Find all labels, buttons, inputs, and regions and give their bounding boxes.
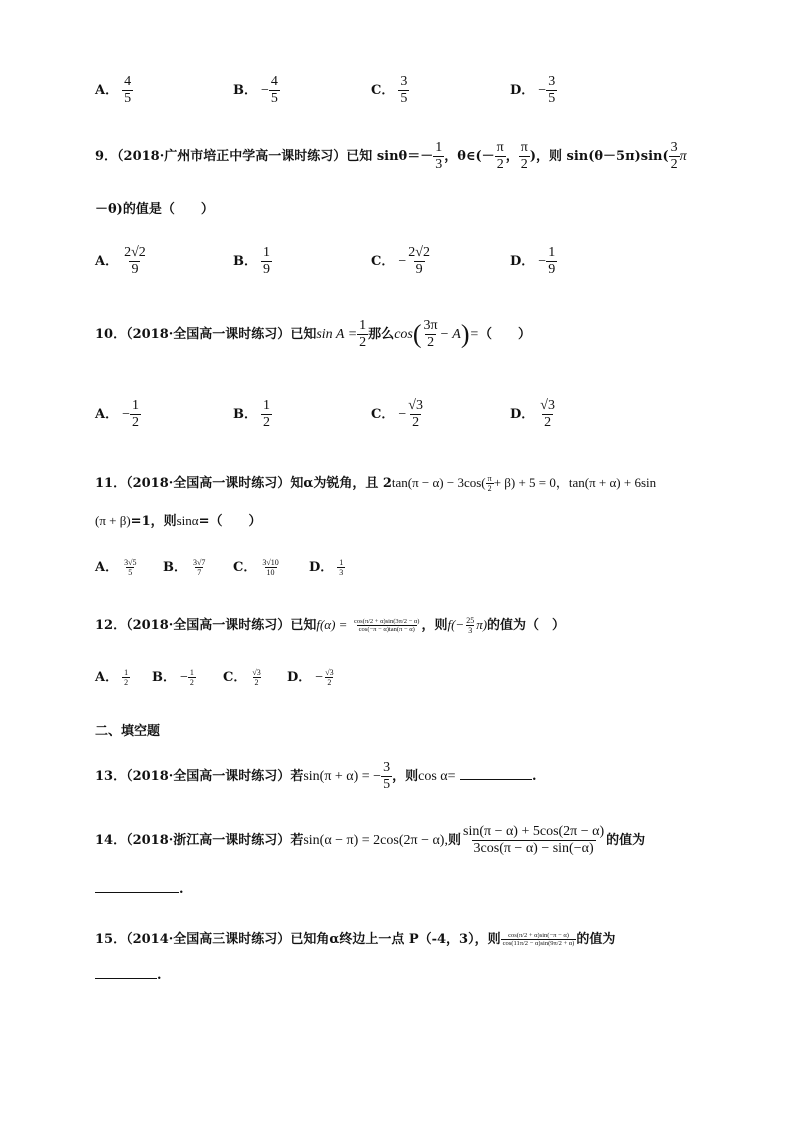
q12-option-c[interactable]: C． $\frac{√3}{2}$ <box>223 667 261 687</box>
q10-option-b[interactable]: B． $\frac{1}{2}$ <box>233 398 270 431</box>
q10-option-d[interactable]: D． $\frac{√3}{2}$ <box>510 398 555 431</box>
q10-option-a[interactable]: A． − $\frac{1}{2}$ <box>95 398 139 431</box>
q14-answer-blank[interactable] <box>95 892 179 893</box>
section-heading-fill-in: 二、填空题 <box>95 724 161 739</box>
q9-option-b[interactable]: B． $\frac{1}{9}$ <box>233 245 270 278</box>
q15-answer-blank[interactable] <box>95 978 157 979</box>
q10-stem: 10．（2018·全国高一课时练习）已知sin A = $\frac{1}{2}$ 那么cos( $\frac{3\pi}{2}$ − A)=（ ） <box>95 318 531 351</box>
q15-stem: 15．（2014·全国高三课时练习）已知角α终边上一点 P（-4，3），则 $\frac{\cos(\pi/2 + \alpha)\sin(-\pi - \alpha)}{\cos(11\pi/2 - \alpha)\sin(9\pi/2 + \alpha)}$ 的值为 <box>95 931 616 947</box>
q11-option-d[interactable]: D． $\frac{1}{3}$ <box>309 557 344 577</box>
q9-option-c[interactable]: C． − $\frac{2√2}{9}$ <box>371 245 430 278</box>
q12-stem: 12．（2018·全国高一课时练习）已知f(α) = $\frac{\cos(\pi/2 + \alpha)\sin(3\pi/2 - \alpha)}{\cos(-\pi - \alpha)\tan(\pi - \alpha)}$ ，则f(− $\frac{25}{3}$ π)的值为（ ） <box>95 615 566 635</box>
q8-option-b[interactable]: B． − $\frac{4}{5}$ <box>233 74 278 107</box>
q8-option-c[interactable]: C． $\frac{3}{5}$ <box>371 74 408 107</box>
q12-option-d[interactable]: D． − $\frac{√3}{2}$ <box>287 667 334 687</box>
q11-stem: 11．（2018·全国高一课时练习）知α为锐角，且 2tan(π − α) − 3cos( $\frac{\pi}{2}$ + β) + 5 = 0，tan(π + α) + 6sin <box>95 473 657 493</box>
q11-option-c[interactable]: C． $\frac{3√10}{10}$ <box>233 557 279 577</box>
q11-option-a[interactable]: A． $\frac{3√5}{5}$ <box>95 557 137 577</box>
q8-option-d[interactable]: D． − $\frac{3}{5}$ <box>510 74 556 107</box>
q13-stem: 13．（2018·全国高一课时练习）若sin(π + α) = − $\frac{3}{5}$ ，则cos α= . <box>95 760 537 793</box>
q11-stem-line2: (π + β)=1，则sinα=（ ） <box>95 513 262 529</box>
q14-stem: 14．（2018·浙江高一课时练习）若sin(α − π) = 2cos(2π − α),则 $\frac{\sin(\pi - \alpha) + 5\cos(2\pi - \alpha)}{3\cos(\pi - \alpha) - \sin(-\alpha)}$ 的值为 <box>95 824 646 857</box>
q12-option-a[interactable]: A． $\frac{1}{2}$ <box>95 667 129 687</box>
q9-option-d[interactable]: D． − $\frac{1}{9}$ <box>510 245 556 278</box>
q14-answer-line: . <box>95 882 184 897</box>
q13-answer-blank[interactable] <box>460 779 532 780</box>
q8-option-a[interactable]: A． $\frac{4}{5}$ <box>95 74 132 107</box>
q9-option-a[interactable]: A． $\frac{2√2}{9}$ <box>95 245 146 278</box>
q15-answer-line: . <box>95 968 162 983</box>
q12-option-b[interactable]: B． − $\frac{1}{2}$ <box>152 667 194 687</box>
q11-option-b[interactable]: B． $\frac{3√7}{7}$ <box>163 557 206 577</box>
q10-option-c[interactable]: C． − $\frac{√3}{2}$ <box>371 398 423 431</box>
q9-stem-line2: －θ)的值是（ ） <box>95 202 214 217</box>
q9-stem: 9．（2018·广州市培正中学高一课时练习）已知 sinθ＝－ $\frac{1}{3}$ ，θ∈(－ $\frac{\pi}{2}$ ， $\frac{\pi}{2}$ )，则 sin(θ－5π)sin( $\frac{3}{2}$ π <box>95 140 687 173</box>
